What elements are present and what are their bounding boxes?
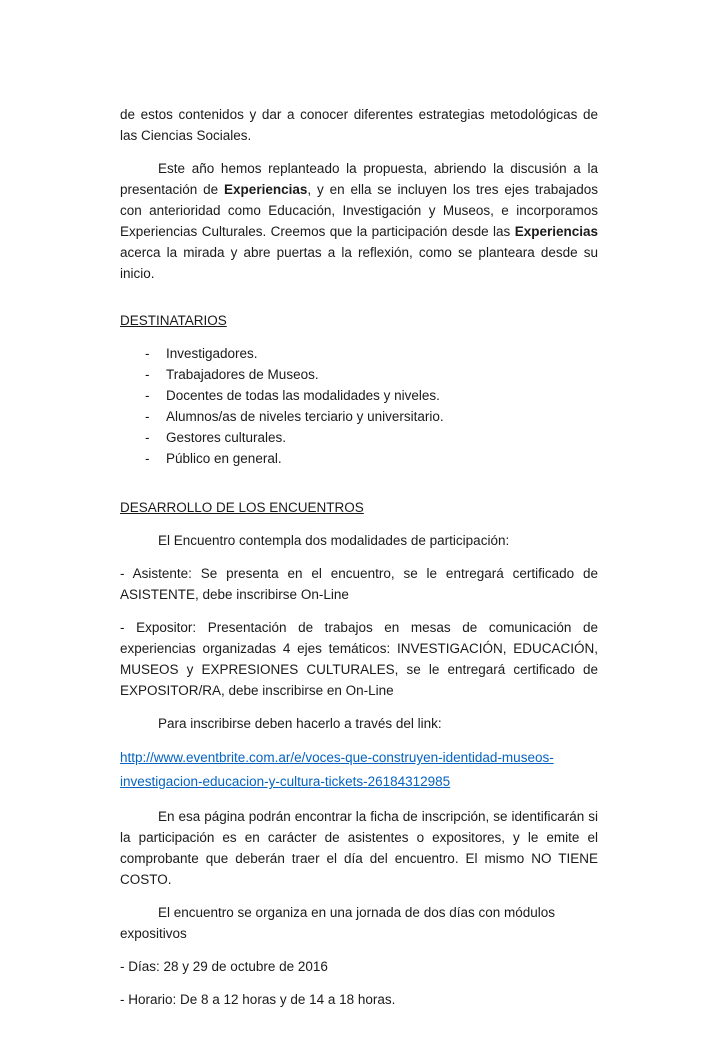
dash-bullet: - [145,409,150,424]
dash-bullet: - [145,346,150,361]
text-run: Este año hemos replanteado la propuesta, abriendo la discusión a la presentación de [120,161,598,197]
list-item-text: Docentes de todas las modalidades y niveles. [166,388,440,403]
paragraph-intro-continuation: de estos contenidos y dar a conocer diferentes estrategias metodológicas de las Ciencias Sociales. [120,107,598,143]
list-item [120,427,598,448]
list-item [120,406,598,427]
paragraph-expositor: - Expositor: Presentación de trabajos en mesas de comunicación de experiencias organizadas 4 ejes temáticos: INVESTIGACIÓN, EDUCACIÓN, MUSEOS y EXPRESIONES CULTURALES, se le entregará certificado de EXPOSITOR/RA, debe inscribirse en On-Line [120,620,598,698]
text-run-bold-experiencias: Experiencias [224,182,308,197]
list-item [120,343,598,364]
link-paragraph [120,746,598,794]
paragraph-modalidades: El Encuentro contempla dos modalidades de participación: [158,533,510,548]
list-item-text: Trabajadores de Museos. [166,367,319,382]
list-item [120,448,598,469]
text-run: acerca la mirada y abre puertas a la reflexión, como se planteara desde su inicio. [120,245,598,281]
text-run-bold-experiencias: Experiencias [514,224,598,239]
paragraph-pagina-inscripcion: En esa página podrán encontrar la ficha de inscripción, se identificarán si la participación es en carácter de asistentes o expositores, y le emite el comprobante que deberán traer el día del encuentro. El mismo NO TIENE COSTO. [120,809,598,887]
list-item [120,385,598,406]
paragraph-horario: - Horario: De 8 a 12 horas y de 14 a 18 horas. [120,992,396,1007]
list-item-text: Investigadores. [166,346,258,361]
paragraph-jornada: El encuentro se organiza en una jornada de dos días con módulos expositivos [120,905,556,941]
dash-bullet: - [145,451,150,466]
eventbrite-link[interactable]: http://www.eventbrite.com.ar/e/voces-que-construyen-identidad-museos-investigacion-educacion-y-cultura-tickets-26184312985 [120,750,554,789]
destinatarios-list [120,343,598,469]
paragraph-propuesta [120,158,598,284]
paragraph-asistente: - Asistente: Se presenta en el encuentro, se le entregará certificado de ASISTENTE, debe inscribirse On-Line [120,566,598,602]
text-run: , y en ella se incluyen los tres ejes trabajados con anterioridad como Educación, Investigación y Museos, e incorporamos Experiencias Culturales. Creemos que la participación desde las [120,182,598,239]
list-item-text: Alumnos/as de niveles terciario y universitario. [166,409,444,424]
dash-bullet: - [145,388,150,403]
dash-bullet: - [145,367,150,382]
paragraph-inscripcion: Para inscribirse deben hacerlo a través del link: [158,716,442,731]
list-item-text: Gestores culturales. [166,430,287,445]
heading-destinatarios: DESTINATARIOS [120,313,227,328]
list-item [120,364,598,385]
list-item-text: Público en general. [166,451,282,466]
paragraph-dias: - Días: 28 y 29 de octubre de 2016 [120,959,328,974]
dash-bullet: - [145,430,150,445]
heading-desarrollo-encuentros: DESARROLLO DE LOS ENCUENTROS [120,500,364,515]
